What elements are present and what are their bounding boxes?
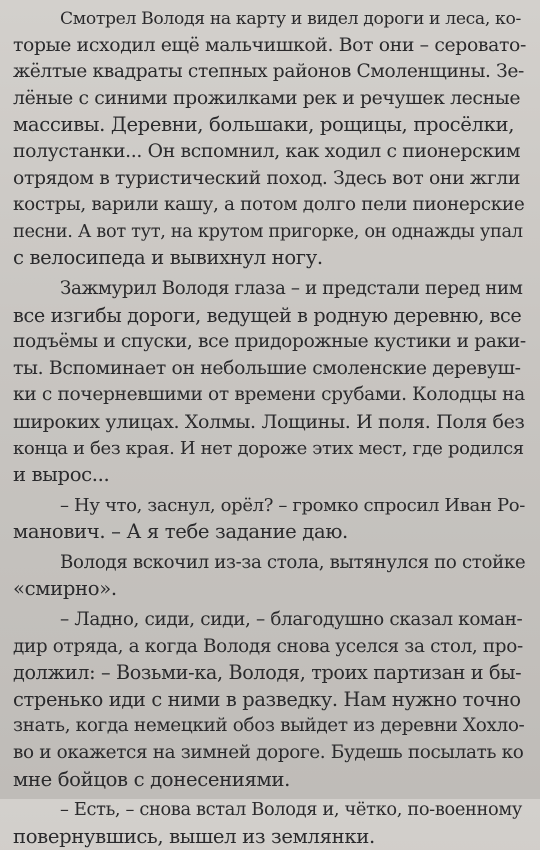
text-line: знать, когда немецкий обоз выйдет из деревни Хохло- <box>13 715 525 737</box>
text-line: отрядом в туристический поход. Здесь вот они жгли <box>13 167 521 189</box>
paragraph <box>13 797 526 850</box>
text-line: во и окажется на зимней дороге. Будешь посылать ко <box>13 742 524 764</box>
text-line: торые исходил ещё мальчишкой. Вот они – серовато- <box>13 34 526 56</box>
text-line: – Есть, – снова встал Володя и, чётко, по-военному <box>60 799 522 821</box>
paragraph <box>13 550 526 603</box>
text-line: ты. Вспоминает он небольшие смоленские деревуш- <box>13 357 521 379</box>
text-line: Володя вскочил из-за стола, вытянулся по стойке <box>60 551 526 573</box>
text-line: повернувшись, вышел из землянки. <box>13 824 375 848</box>
text-line: костры, варили кашу, а потом долго пели пионерские <box>13 194 525 216</box>
text-line: массивы. Деревни, большаки, рощицы, просёлки, <box>13 113 515 137</box>
text-line: лёные с синими прожилками рек и речушек лесные <box>13 87 521 109</box>
text-line: жёлтые квадраты степных районов Смоленщины. Зе- <box>13 61 524 83</box>
paragraph <box>13 493 526 546</box>
text-line: стренько иди с ними в разведку. Нам нужно точно <box>13 687 521 711</box>
text-line: – Ну что, заснул, орёл? – громко спросил Иван Ро- <box>60 494 525 516</box>
text-line: с велосипеда и вывихнул ногу. <box>13 246 323 270</box>
text-line: – Ладно, сиди, сиди, – благодушно сказал коман- <box>60 609 523 631</box>
text-line: все изгибы дороги, ведущей в родную деревню, все <box>13 303 522 327</box>
text-line: манович. – А я тебе задание даю. <box>13 520 348 544</box>
text-line: полустанки... Он вспомнил, как ходил с пионерским <box>13 140 521 162</box>
text-line: Смотрел Володя на карту и видел дороги и леса, ко- <box>60 9 521 29</box>
text-line: должил: – Возьми-ка, Володя, троих партизан и бы- <box>13 661 522 685</box>
text-line: мне бойцов с донесениями. <box>13 767 290 791</box>
paragraph <box>13 276 526 489</box>
paragraph <box>13 6 526 272</box>
text-line: дир отряда, а когда Володя снова уселся за стол, про- <box>13 635 523 657</box>
text-line: песни. А вот тут, на крутом пригорке, он однажды упал <box>13 220 523 242</box>
text-line: подъёмы и спуски, все придорожные кустики и раки- <box>13 331 526 353</box>
text-line: ки с почерневшими от времени срубами. Колодцы на <box>13 384 525 406</box>
text-line: конца и без края. И нет дороже этих мест, где родился <box>13 437 524 459</box>
text-line: «смирно». <box>13 577 117 601</box>
text-line: Зажмурил Володя глаза – и предстали перед ним <box>60 277 523 299</box>
paragraph <box>13 607 526 793</box>
text-line: и вырос... <box>13 463 110 487</box>
text-line: широких улицах. Холмы. Лощины. И поля. Поля без <box>13 410 525 433</box>
